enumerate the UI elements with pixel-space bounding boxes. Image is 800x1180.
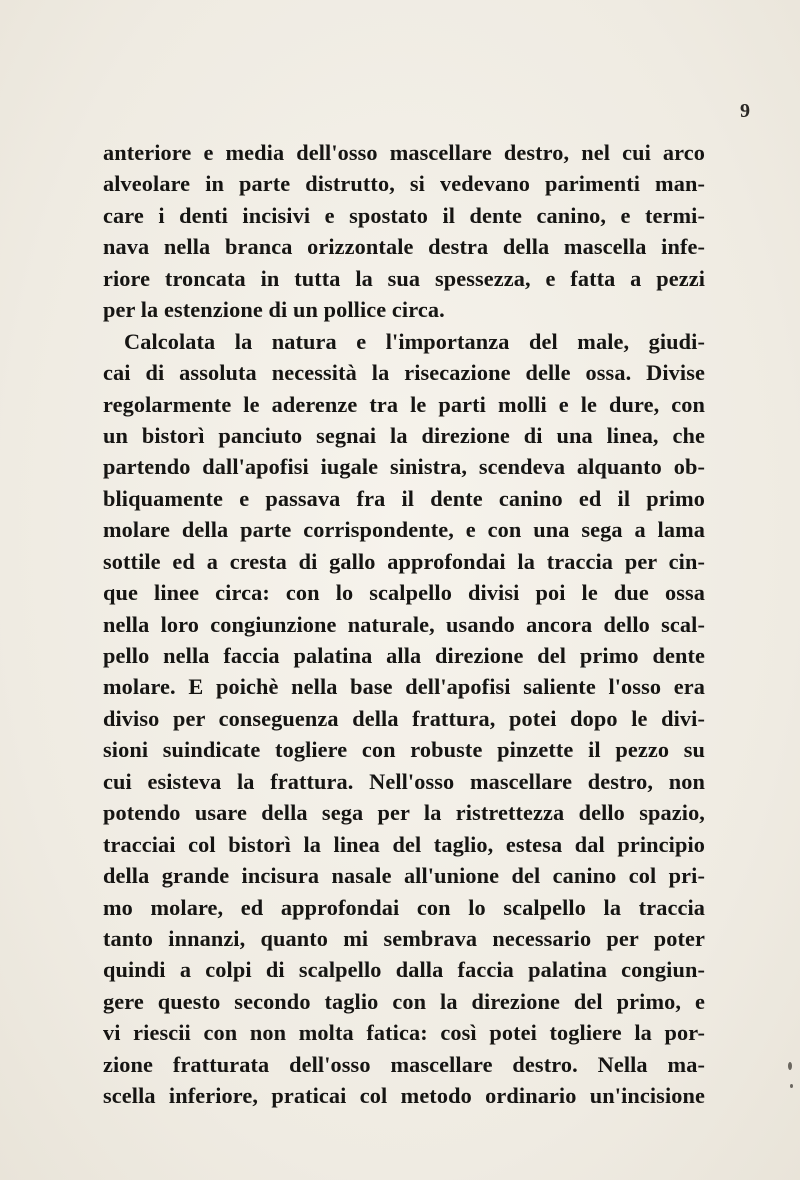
page-number: 9	[740, 100, 750, 122]
text-line-16: nella loro congiunzione naturale, usando ancora dello scal-	[103, 611, 705, 637]
text-line-27: quindi a colpi di scalpello dalla faccia palatina congiun-	[103, 957, 705, 983]
text-line-25: mo molare, ed approfondai con lo scalpello la traccia	[103, 894, 705, 920]
text-line-8: cai di assoluta necessità la risecazione delle ossa. Divise	[103, 360, 705, 386]
text-line-24: della grande incisura nasale all'unione del canino col pri-	[103, 863, 705, 889]
text-line-2: alveolare in parte distrutto, si vedevano parimenti man-	[103, 171, 705, 197]
text-line-9: regolarmente le aderenze tra le parti molli e le dure, con	[103, 391, 705, 417]
text-line-15: que linee circa: con lo scalpello divisi poi le due ossa	[103, 580, 705, 606]
text-line-26: tanto innanzi, quanto mi sembrava necessario per poter	[103, 925, 705, 951]
text-line-17: pello nella faccia palatina alla direzione del primo dente	[103, 643, 705, 668]
text-line-29: vi riescii con non molta fatica: così potei togliere la por-	[103, 1020, 705, 1046]
text-line-30: zione fratturata dell'osso mascellare destro. Nella ma-	[103, 1051, 705, 1077]
text-line-18: molare. E poichè nella base dell'apofisi saliente l'osso era	[103, 674, 705, 700]
text-line-4: nava nella branca orizzontale destra della mascella infe-	[103, 234, 705, 260]
text-line-23: tracciai col bistorì la linea del taglio, estesa dal principio	[103, 831, 705, 857]
text-line-22: potendo usare della sega per la ristrettezza dello spazio,	[103, 800, 705, 826]
text-line-12: bliquamente e passava fra il dente canino ed il primo	[103, 485, 705, 511]
text-line-19: diviso per conseguenza della frattura, potei dopo le divi-	[103, 705, 705, 731]
text-line-1: anteriore e media dell'osso mascellare destro, nel cui arco	[103, 140, 705, 165]
text-line-5: riore troncata in tutta la sua spessezza, e fatta a pezzi	[103, 265, 705, 291]
text-line-31: scella inferiore, praticai col metodo ordinario un'incisione	[103, 1083, 705, 1109]
body-text	[103, 137, 705, 1112]
text-line-10: un bistorì panciuto segnai la direzione di una linea, che	[103, 422, 705, 448]
text-line-7: Calcolata la natura e l'importanza del male, giudi-	[124, 328, 705, 354]
text-line-11: partendo dall'apofisi iugale sinistra, scendeva alquanto ob-	[103, 454, 705, 480]
text-line-21: cui esisteva la frattura. Nell'osso mascellare destro, non	[103, 768, 705, 794]
paper-speck	[788, 1062, 792, 1070]
text-line-28: gere questo secondo taglio con la direzione del primo, e	[103, 988, 705, 1014]
text-line-14: sottile ed a cresta di gallo approfondai la traccia per cin-	[103, 548, 705, 574]
text-line-13: molare della parte corrispondente, e con una sega a lama	[103, 517, 705, 543]
paper-speck	[790, 1084, 793, 1088]
text-line-20: sioni suindicate togliere con robuste pinzette il pezzo su	[103, 737, 705, 763]
text-line-3: care i denti incisivi e spostato il dente canino, e termi-	[103, 202, 705, 228]
text-line-6: per la estenzione di un pollice circa.	[103, 297, 445, 323]
